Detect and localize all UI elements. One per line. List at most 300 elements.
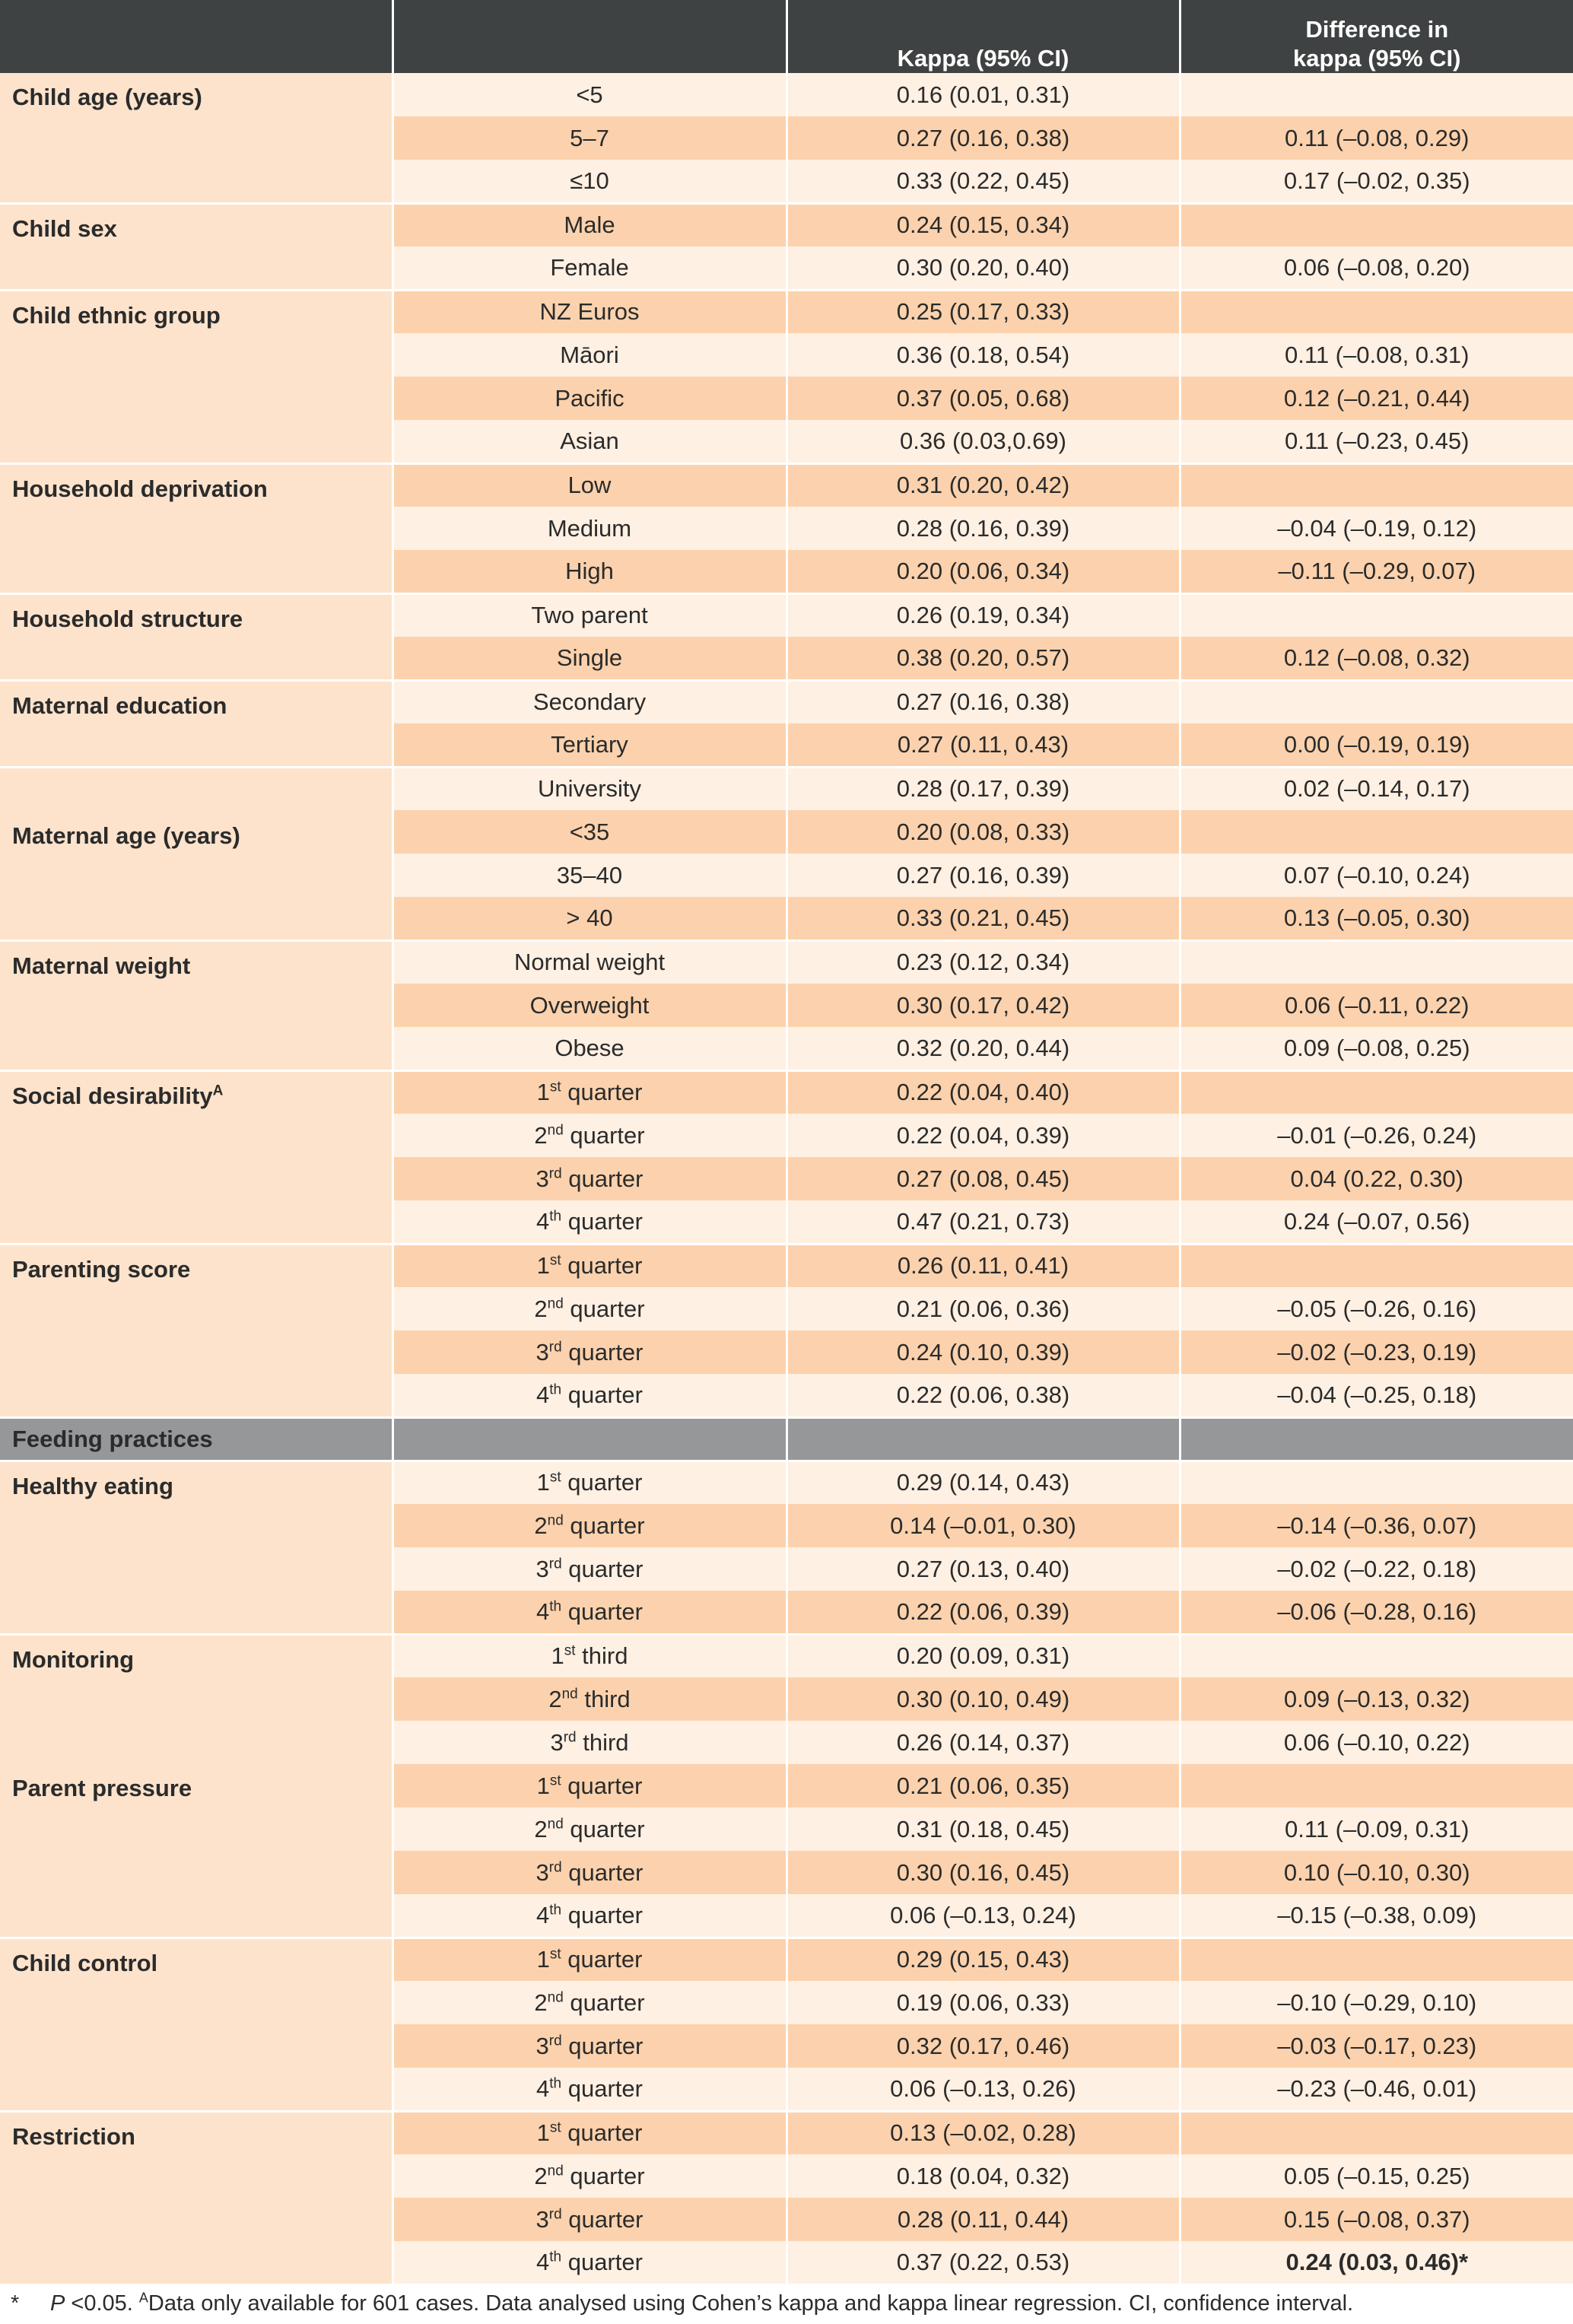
cell-difference: 0.06 (–0.11, 0.22) — [1180, 984, 1573, 1027]
level-sup: nd — [547, 2163, 564, 2179]
cell-difference: –0.01 (–0.26, 0.24) — [1180, 1114, 1573, 1157]
level-text: Medium — [547, 514, 632, 542]
cell-level — [392, 810, 786, 854]
level-text: Two parent — [531, 602, 648, 629]
section-blank-cell — [786, 1417, 1180, 1461]
level-text: 2 — [534, 2162, 548, 2189]
table-row — [0, 1244, 1573, 1287]
level-rest: quarter — [563, 1121, 645, 1149]
cell-difference — [1180, 810, 1573, 854]
level-text: 3 — [535, 1555, 549, 1582]
cell-kappa: 0.23 (0.12, 0.34) — [786, 940, 1180, 984]
level-rest: quarter — [561, 1338, 644, 1365]
level-sup: rd — [548, 1859, 562, 1876]
level-text: Female — [550, 253, 629, 281]
table-row — [0, 680, 1573, 723]
group-label-text: Monitoring — [12, 1645, 135, 1673]
cell-level — [392, 116, 786, 160]
header-difference — [1180, 0, 1573, 73]
cell-kappa: 0.30 (0.20, 0.40) — [786, 246, 1180, 290]
cell-difference: –0.06 (–0.28, 0.16) — [1180, 1591, 1573, 1634]
level-sup: nd — [561, 1686, 578, 1702]
row-group-label — [0, 593, 392, 680]
cell-kappa: 0.36 (0.03,0.69) — [786, 420, 1180, 463]
cell-level — [392, 1851, 786, 1894]
level-rest: quarter — [561, 2074, 643, 2102]
row-group-label — [0, 290, 392, 463]
cell-level — [392, 1764, 786, 1807]
level-text: 1 — [536, 1772, 550, 1799]
level-sup: th — [549, 2249, 562, 2265]
level-text: ≤10 — [570, 167, 609, 194]
level-text: Obese — [555, 1034, 624, 1061]
cell-level — [392, 1504, 786, 1547]
level-sup: th — [549, 1598, 562, 1615]
cell-difference: –0.04 (–0.19, 0.12) — [1180, 507, 1573, 550]
cell-difference: 0.06 (–0.10, 0.22) — [1180, 1721, 1573, 1764]
group-label-text: Maternal education — [12, 691, 227, 719]
group-label-text: Healthy eating — [12, 1472, 173, 1499]
cell-level — [392, 2241, 786, 2284]
cell-level — [392, 637, 786, 680]
cell-level — [392, 1070, 786, 1114]
cell-difference: 0.11 (–0.23, 0.45) — [1180, 420, 1573, 463]
level-sup: st — [549, 1469, 561, 1486]
level-rest: third — [576, 1728, 629, 1756]
level-sup: nd — [547, 1989, 564, 2006]
cell-kappa: 0.32 (0.17, 0.46) — [786, 2024, 1180, 2068]
level-sup: nd — [547, 1512, 564, 1529]
cell-difference: 0.04 (0.22, 0.30) — [1180, 1157, 1573, 1200]
cell-level — [392, 160, 786, 203]
group-label-text: Maternal weight — [12, 952, 191, 979]
cell-difference: 0.17 (–0.02, 0.35) — [1180, 160, 1573, 203]
cell-difference — [1180, 593, 1573, 637]
cell-level — [392, 1591, 786, 1634]
cell-level — [392, 854, 786, 897]
cell-kappa: 0.24 (0.15, 0.34) — [786, 203, 1180, 246]
level-text: 1 — [536, 1469, 550, 1496]
cell-kappa: 0.21 (0.06, 0.35) — [786, 1764, 1180, 1807]
cell-kappa: 0.31 (0.20, 0.42) — [786, 463, 1180, 507]
level-rest: quarter — [563, 1989, 645, 2016]
level-rest: quarter — [561, 1469, 643, 1496]
group-label-text: Household deprivation — [12, 475, 268, 502]
table-row — [0, 1634, 1573, 1677]
cell-kappa: 0.26 (0.11, 0.41) — [786, 1244, 1180, 1287]
cell-level — [392, 940, 786, 984]
level-rest: quarter — [561, 1252, 643, 1280]
cell-level — [392, 203, 786, 246]
cell-kappa: 0.47 (0.21, 0.73) — [786, 1200, 1180, 1244]
cell-level — [392, 2111, 786, 2154]
table-row — [0, 1070, 1573, 1114]
level-sup: st — [549, 2119, 561, 2136]
table-row — [0, 1938, 1573, 1981]
footnote-sup: A — [138, 2290, 148, 2306]
cell-kappa: 0.37 (0.05, 0.68) — [786, 377, 1180, 420]
cell-difference: 0.13 (–0.05, 0.30) — [1180, 897, 1573, 940]
cell-kappa: 0.26 (0.19, 0.34) — [786, 593, 1180, 637]
cell-difference: 0.11 (–0.08, 0.29) — [1180, 116, 1573, 160]
cell-difference: 0.00 (–0.19, 0.19) — [1180, 723, 1573, 767]
cell-level — [392, 507, 786, 550]
cell-level — [392, 1114, 786, 1157]
cell-kappa: 0.06 (–0.13, 0.26) — [786, 2068, 1180, 2111]
cell-level — [392, 1981, 786, 2024]
cell-kappa: 0.14 (–0.01, 0.30) — [786, 1504, 1180, 1547]
cell-kappa: 0.20 (0.06, 0.34) — [786, 550, 1180, 593]
footnote-star: * — [11, 2291, 20, 2316]
level-sup: st — [549, 1772, 561, 1789]
level-text: 2 — [534, 1512, 548, 1539]
cell-difference — [1180, 290, 1573, 333]
cell-kappa: 0.18 (0.04, 0.32) — [786, 2154, 1180, 2198]
footnote-p-text: <0.05. — [65, 2291, 139, 2316]
cell-difference: 0.05 (–0.15, 0.25) — [1180, 2154, 1573, 2198]
level-text: Low — [567, 472, 612, 499]
group-label-text: Restriction — [12, 2122, 135, 2150]
level-sup: st — [549, 1079, 561, 1095]
group-label-text: Household structure — [12, 605, 243, 632]
cell-level — [392, 1157, 786, 1200]
cell-kappa: 0.30 (0.10, 0.49) — [786, 1677, 1180, 1721]
level-rest: quarter — [561, 2205, 644, 2233]
level-text: Normal weight — [513, 949, 666, 976]
level-text: Secondary — [532, 688, 647, 716]
level-sup: th — [549, 1381, 562, 1398]
level-text: High — [565, 557, 614, 584]
group-label-text: Child age (years) — [12, 84, 202, 110]
cell-kappa: 0.28 (0.11, 0.44) — [786, 2198, 1180, 2241]
cell-level — [392, 1200, 786, 1244]
cell-kappa: 0.22 (0.04, 0.39) — [786, 1114, 1180, 1157]
cell-level — [392, 1461, 786, 1504]
table-body — [0, 73, 1573, 2284]
level-sup: rd — [563, 1729, 577, 1746]
cell-difference: –0.23 (–0.46, 0.01) — [1180, 2068, 1573, 2111]
footnote — [11, 2291, 1353, 2316]
level-text: 5–7 — [570, 124, 609, 151]
cell-level — [392, 1374, 786, 1417]
row-group-label — [0, 463, 392, 593]
level-sup: th — [549, 2075, 562, 2092]
level-text: 1 — [536, 1252, 550, 1280]
level-rest: quarter — [561, 1079, 643, 1106]
row-group-label — [0, 940, 392, 1070]
cell-kappa: 0.33 (0.22, 0.45) — [786, 160, 1180, 203]
cell-kappa: 0.24 (0.10, 0.39) — [786, 1330, 1180, 1374]
table-row — [0, 940, 1573, 984]
row-group-label — [0, 2111, 392, 2284]
cell-difference: –0.10 (–0.29, 0.10) — [1180, 1981, 1573, 2024]
cell-level — [392, 420, 786, 463]
row-group-label — [0, 1938, 392, 2111]
row-group-label — [0, 1070, 392, 1244]
cell-difference: 0.02 (–0.14, 0.17) — [1180, 767, 1573, 810]
cell-kappa: 0.32 (0.20, 0.44) — [786, 1027, 1180, 1070]
header-kappa: Kappa (95% CI) — [786, 0, 1180, 73]
cell-kappa: 0.38 (0.20, 0.57) — [786, 637, 1180, 680]
level-text: 4 — [536, 1598, 550, 1625]
cell-level — [392, 1027, 786, 1070]
level-sup: rd — [548, 1556, 562, 1572]
level-text: 4 — [536, 1381, 550, 1408]
table-row — [0, 203, 1573, 246]
cell-level — [392, 2154, 786, 2198]
level-text: Pacific — [555, 384, 624, 412]
cell-difference: 0.09 (–0.08, 0.25) — [1180, 1027, 1573, 1070]
cell-level — [392, 290, 786, 333]
cell-kappa: 0.21 (0.06, 0.36) — [786, 1287, 1180, 1330]
level-sup: st — [564, 1642, 576, 1659]
level-rest: quarter — [561, 1772, 643, 1799]
level-text: 1 — [536, 1079, 550, 1106]
level-text: 4 — [536, 1207, 550, 1235]
level-text: Single — [556, 644, 623, 671]
level-text: 1 — [536, 2119, 550, 2147]
cell-difference: –0.02 (–0.22, 0.18) — [1180, 1547, 1573, 1591]
level-rest: third — [575, 1642, 628, 1670]
cell-kappa: 0.29 (0.14, 0.43) — [786, 1461, 1180, 1504]
level-rest: quarter — [561, 1946, 643, 1973]
level-rest: quarter — [561, 2032, 644, 2059]
group-label-text: Maternal age (years) — [12, 822, 240, 849]
cell-difference: –0.15 (–0.38, 0.09) — [1180, 1894, 1573, 1938]
level-sup: rd — [548, 2206, 562, 2223]
table-row — [0, 73, 1573, 116]
row-group-label — [0, 1244, 392, 1417]
cell-level — [392, 680, 786, 723]
cell-difference: 0.07 (–0.10, 0.24) — [1180, 854, 1573, 897]
cell-kappa: 0.27 (0.08, 0.45) — [786, 1157, 1180, 1200]
cell-kappa: 0.28 (0.17, 0.39) — [786, 767, 1180, 810]
cell-difference: –0.04 (–0.25, 0.18) — [1180, 1374, 1573, 1417]
cell-kappa: 0.19 (0.06, 0.33) — [786, 1981, 1180, 2024]
level-rest: quarter — [561, 1598, 643, 1625]
cell-level — [392, 1634, 786, 1677]
cell-difference: 0.09 (–0.13, 0.32) — [1180, 1677, 1573, 1721]
cell-level — [392, 1547, 786, 1591]
level-sup: th — [549, 1902, 562, 1919]
cell-level — [392, 1807, 786, 1851]
level-text: 3 — [535, 1165, 549, 1192]
row-group-label — [0, 1461, 392, 1634]
level-text: 3 — [535, 1338, 549, 1365]
cell-difference: 0.15 (–0.08, 0.37) — [1180, 2198, 1573, 2241]
cell-level — [392, 1244, 786, 1287]
section-blank-cell — [392, 1417, 786, 1461]
cell-difference: 0.11 (–0.08, 0.31) — [1180, 333, 1573, 377]
cell-difference: 0.12 (–0.08, 0.32) — [1180, 637, 1573, 680]
group-label-text: Parenting score — [12, 1255, 191, 1283]
cell-kappa: 0.27 (0.16, 0.38) — [786, 680, 1180, 723]
cell-level — [392, 2024, 786, 2068]
cell-level — [392, 1938, 786, 1981]
level-sup: nd — [547, 1816, 564, 1833]
level-rest: quarter — [563, 1512, 645, 1539]
cell-difference — [1180, 940, 1573, 984]
cell-kappa: 0.22 (0.06, 0.39) — [786, 1591, 1180, 1634]
cell-difference: 0.24 (–0.07, 0.56) — [1180, 1200, 1573, 1244]
row-group-label — [0, 203, 392, 290]
level-text: 2 — [548, 1685, 562, 1712]
level-text: 4 — [536, 2074, 550, 2102]
level-text: Male — [564, 211, 615, 239]
level-text: 1 — [536, 1946, 550, 1973]
cell-level — [392, 1677, 786, 1721]
cell-kappa: 0.22 (0.04, 0.40) — [786, 1070, 1180, 1114]
level-sup: nd — [547, 1296, 564, 1312]
level-sup: st — [549, 1946, 561, 1963]
level-text: 4 — [536, 2248, 550, 2275]
level-rest: third — [577, 1685, 631, 1712]
level-text: 3 — [550, 1728, 564, 1756]
level-text: <5 — [576, 81, 603, 108]
level-text: 35–40 — [556, 861, 623, 889]
table-row — [0, 2111, 1573, 2154]
cell-kappa: 0.37 (0.22, 0.53) — [786, 2241, 1180, 2284]
cell-difference: –0.14 (–0.36, 0.07) — [1180, 1504, 1573, 1547]
level-rest: quarter — [563, 1815, 645, 1842]
cell-kappa: 0.28 (0.16, 0.39) — [786, 507, 1180, 550]
cell-kappa: 0.20 (0.08, 0.33) — [786, 810, 1180, 854]
level-text: <35 — [569, 818, 610, 845]
level-text: 1 — [551, 1642, 564, 1670]
section-label: Feeding practices — [0, 1417, 392, 1461]
cell-level — [392, 73, 786, 116]
cell-level — [392, 463, 786, 507]
level-text: 2 — [534, 1815, 548, 1842]
level-rest: quarter — [561, 2248, 643, 2275]
level-rest: quarter — [561, 1381, 643, 1408]
group-label-text-2: Parent pressure — [12, 1774, 192, 1801]
cell-level — [392, 2198, 786, 2241]
cell-level — [392, 897, 786, 940]
cell-difference: 0.11 (–0.09, 0.31) — [1180, 1807, 1573, 1851]
cell-difference — [1180, 1461, 1573, 1504]
header-level — [392, 0, 786, 73]
cell-difference — [1180, 1764, 1573, 1807]
cell-difference: –0.11 (–0.29, 0.07) — [1180, 550, 1573, 593]
cell-difference: –0.03 (–0.17, 0.23) — [1180, 2024, 1573, 2068]
cell-level — [392, 377, 786, 420]
level-sup: rd — [548, 1339, 562, 1356]
table-row — [0, 290, 1573, 333]
row-group-label — [0, 680, 392, 767]
cell-difference: 0.10 (–0.10, 0.30) — [1180, 1851, 1573, 1894]
cell-level — [392, 593, 786, 637]
level-text: University — [537, 775, 642, 803]
footnote-p-label: P — [50, 2291, 65, 2316]
level-text: 2 — [534, 1295, 548, 1322]
level-text: Māori — [560, 341, 619, 368]
level-sup: rd — [548, 1165, 562, 1182]
cell-difference — [1180, 1938, 1573, 1981]
cell-kappa: 0.33 (0.21, 0.45) — [786, 897, 1180, 940]
level-rest: quarter — [561, 1555, 644, 1582]
cell-difference: 0.06 (–0.08, 0.20) — [1180, 246, 1573, 290]
group-label-text: Social desirability — [12, 1082, 213, 1109]
cell-kappa: 0.36 (0.18, 0.54) — [786, 333, 1180, 377]
cell-difference — [1180, 73, 1573, 116]
section-blank-cell — [1180, 1417, 1573, 1461]
cell-level — [392, 723, 786, 767]
level-text: 3 — [535, 2205, 549, 2233]
cell-difference — [1180, 2111, 1573, 2154]
level-text: Asian — [560, 427, 619, 454]
level-rest: quarter — [561, 1207, 643, 1235]
table-row — [0, 593, 1573, 637]
cell-kappa: 0.06 (–0.13, 0.24) — [786, 1894, 1180, 1938]
cell-level — [392, 333, 786, 377]
section-row-feeding-practices — [0, 1417, 1573, 1461]
header-diff-line2: kappa (95% CI) — [1292, 45, 1461, 72]
group-label-sup: A — [212, 1083, 224, 1099]
level-text: Overweight — [529, 991, 650, 1019]
level-text: > 40 — [566, 904, 613, 931]
cell-difference: –0.02 (–0.23, 0.19) — [1180, 1330, 1573, 1374]
cell-kappa: 0.27 (0.13, 0.40) — [786, 1547, 1180, 1591]
table-row — [0, 767, 1573, 810]
cell-level — [392, 550, 786, 593]
row-group-label — [0, 767, 392, 940]
cell-difference — [1180, 463, 1573, 507]
cell-kappa: 0.22 (0.06, 0.38) — [786, 1374, 1180, 1417]
cell-level — [392, 1721, 786, 1764]
cell-kappa: 0.27 (0.16, 0.39) — [786, 854, 1180, 897]
cell-difference — [1180, 1244, 1573, 1287]
level-text: NZ Euros — [539, 298, 640, 326]
cell-kappa: 0.27 (0.11, 0.43) — [786, 723, 1180, 767]
header-diff-line1: Difference in — [1305, 16, 1449, 43]
level-text: 2 — [534, 1989, 548, 2016]
group-label-text: Child ethnic group — [12, 301, 221, 329]
row-group-label — [0, 73, 392, 203]
level-text: 2 — [534, 1121, 548, 1149]
cell-kappa: 0.27 (0.16, 0.38) — [786, 116, 1180, 160]
cell-difference — [1180, 680, 1573, 723]
level-rest: quarter — [561, 1165, 644, 1192]
level-sup: st — [549, 1252, 561, 1269]
group-label-text: Child control — [12, 1949, 158, 1976]
cell-kappa: 0.29 (0.15, 0.43) — [786, 1938, 1180, 1981]
level-rest: quarter — [563, 2162, 645, 2189]
group-label-text: Child sex — [12, 215, 117, 242]
cell-kappa: 0.26 (0.14, 0.37) — [786, 1721, 1180, 1764]
cell-kappa: 0.25 (0.17, 0.33) — [786, 290, 1180, 333]
level-text: 3 — [535, 1858, 549, 1886]
cell-kappa: 0.31 (0.18, 0.45) — [786, 1807, 1180, 1851]
level-rest: quarter — [563, 1295, 645, 1322]
cell-level — [392, 2068, 786, 2111]
row-group-label — [0, 1634, 392, 1938]
cell-difference: –0.05 (–0.26, 0.16) — [1180, 1287, 1573, 1330]
level-rest: quarter — [561, 1858, 644, 1886]
header-variable — [0, 0, 392, 73]
cell-level — [392, 1894, 786, 1938]
cell-difference — [1180, 203, 1573, 246]
table-row — [0, 463, 1573, 507]
table-header-row — [0, 0, 1573, 73]
footnote-text: Data only available for 601 cases. Data analysed using Cohen’s kappa and kappa linear regression. CI, confidence interval. — [148, 2291, 1354, 2316]
cell-kappa: 0.20 (0.09, 0.31) — [786, 1634, 1180, 1677]
cell-level — [392, 246, 786, 290]
cell-difference — [1180, 1634, 1573, 1677]
level-rest: quarter — [561, 1901, 643, 1928]
level-rest: quarter — [561, 2119, 643, 2147]
level-sup: nd — [547, 1122, 564, 1139]
